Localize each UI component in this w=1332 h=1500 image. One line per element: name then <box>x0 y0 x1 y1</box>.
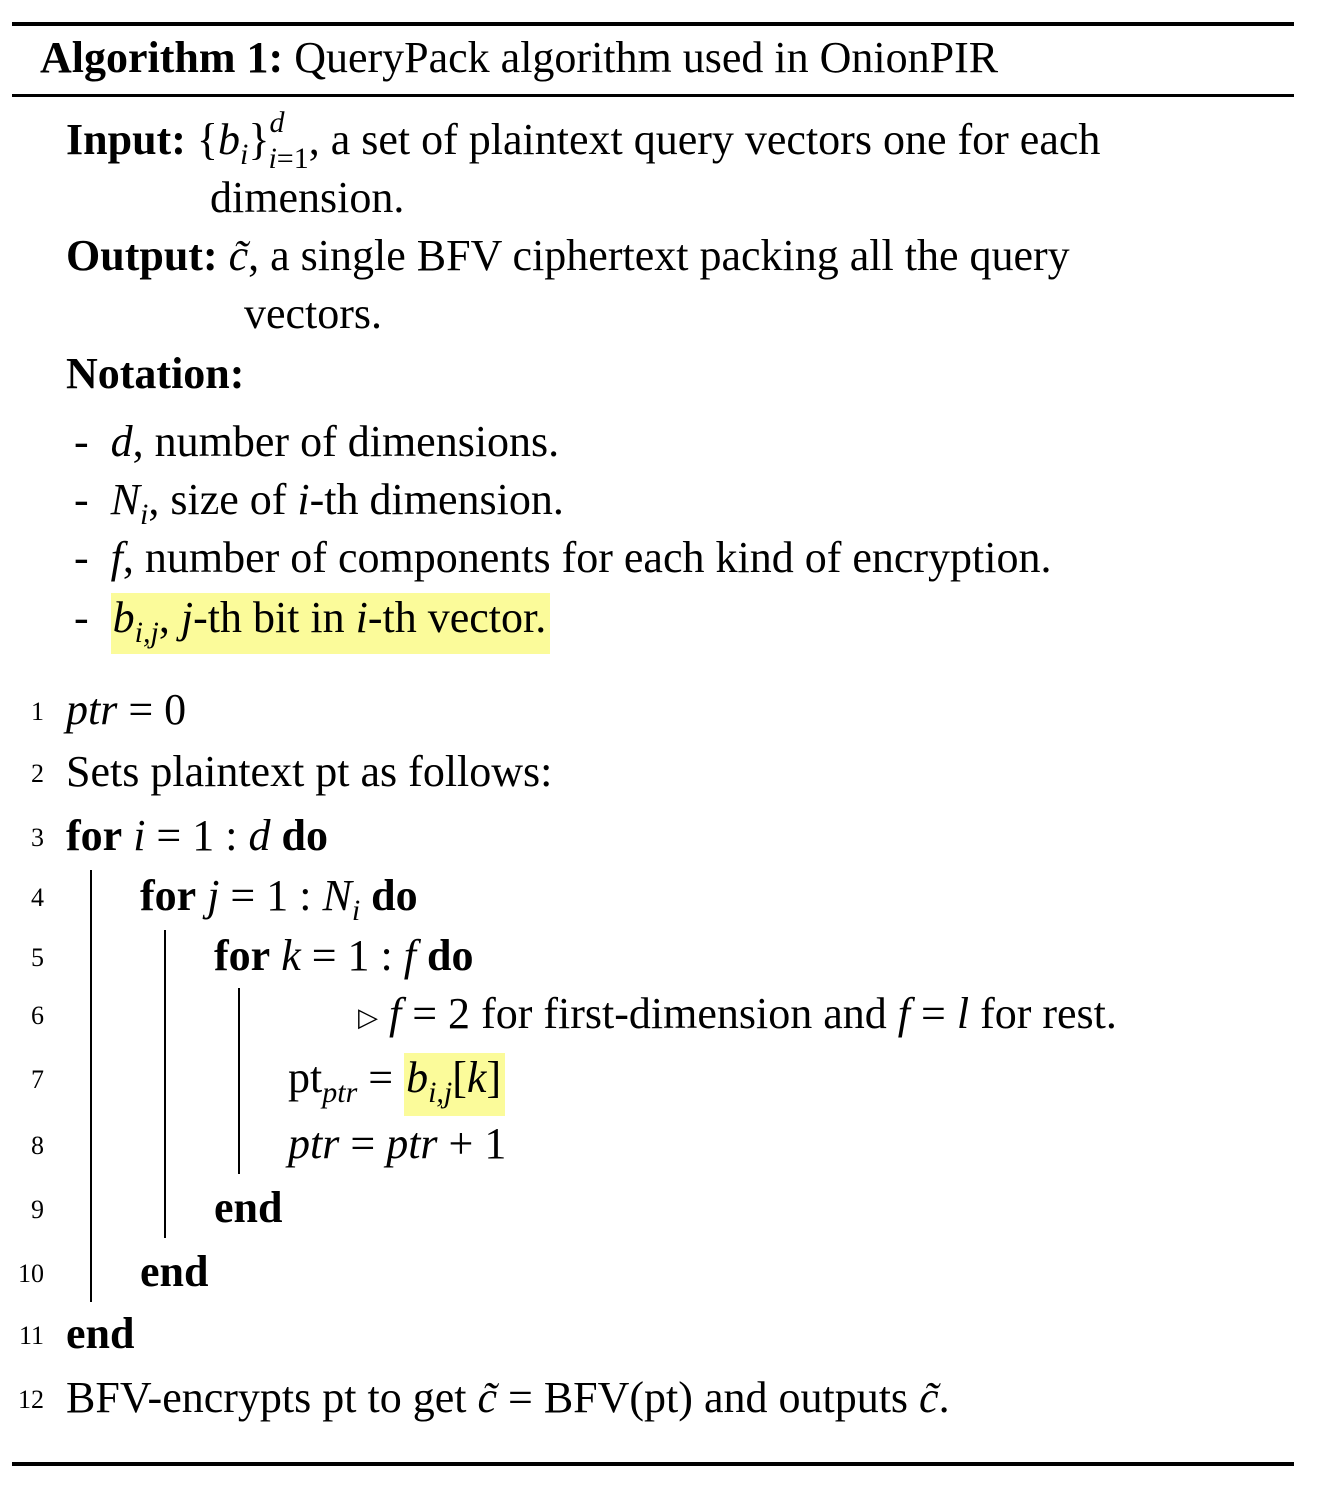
line-number: 4 <box>31 883 44 912</box>
input-text: , a set of plaintext query vectors one for each <box>308 115 1101 164</box>
top-rule <box>12 22 1294 26</box>
input-label: Input: <box>66 115 186 164</box>
algo-line-1: ptr = 0 <box>66 685 187 734</box>
line-number: 5 <box>31 943 44 972</box>
highlight-notation: $b_{i,j}$, j-th bit in i-th vector. <box>111 593 551 654</box>
output-label: Output: <box>66 231 218 280</box>
line-number: 9 <box>31 1195 44 1224</box>
notation-label: Notation <box>66 349 230 398</box>
algo-line-3: for i = 1 : d do <box>66 811 328 860</box>
line-number: 11 <box>18 1321 44 1350</box>
algo-line-9: end <box>214 1183 283 1232</box>
algo-line-6-comment: ▷ f = 2 for first-dimension and f = l for rest. <box>358 989 1117 1038</box>
algo-line-2: Sets plaintext pt as follows: <box>66 747 553 796</box>
output-line-1: Output: c̃, a single BFV ciphertext packing all the query <box>66 231 1070 280</box>
algo-line-12: BFV-encrypts pt to get c̃ = BFV(pt) and outputs c̃. <box>66 1373 950 1422</box>
algo-line-5: for k = 1 : f do <box>214 931 474 980</box>
notation-item-f: - f, number of components for each kind of encryption. <box>74 533 1052 582</box>
algorithm-title <box>40 30 998 86</box>
algo-line-7: $pt_{ptr} = b_{i,j}[k]$ <box>288 1050 505 1106</box>
notation-heading: Notation: <box>66 349 245 398</box>
notation-item-b: - $b_{i,j}$, j-th bit in i-th vector. <box>74 590 550 646</box>
notation-item-n: - $N_i$, size of i-th dimension. <box>74 475 564 531</box>
line-number: 1 <box>31 697 44 726</box>
line-number: 6 <box>31 1001 44 1030</box>
algo-line-8: ptr = ptr + 1 <box>288 1119 507 1168</box>
indent-bar-inner <box>238 988 240 1174</box>
bottom-rule <box>12 1462 1294 1466</box>
algo-line-4: for j = 1 : $N_i$ do <box>140 871 418 927</box>
line-number: 12 <box>18 1385 44 1414</box>
indent-bar-middle <box>164 930 166 1238</box>
line-number: 10 <box>18 1259 44 1288</box>
output-line-2: vectors. <box>244 289 383 338</box>
algorithm-label: Algorithm 1: <box>40 33 284 82</box>
comment-triangle-icon: ▷ <box>358 1002 378 1032</box>
line-number: 7 <box>31 1065 44 1094</box>
algo-line-10: end <box>140 1247 209 1296</box>
line-number: 2 <box>31 759 44 788</box>
title-rule <box>12 94 1294 97</box>
output-text: , a single BFV ciphertext packing all the query <box>248 231 1070 280</box>
input-line-1: Input: $\{b_i\}^d_{i=1}$, a set of plaintext query vectors one for each <box>66 106 1101 175</box>
input-line-2: dimension. <box>210 173 405 222</box>
algo-line-11: end <box>66 1309 135 1358</box>
notation-item-d: - d, number of dimensions. <box>74 417 560 466</box>
highlight-bij-k: $b_{i,j}[k]$ <box>404 1053 505 1116</box>
line-number: 3 <box>31 823 44 852</box>
line-number: 8 <box>31 1131 44 1160</box>
algorithm-name: QueryPack algorithm used in OnionPIR <box>294 33 999 82</box>
indent-bar-outer <box>90 870 92 1302</box>
